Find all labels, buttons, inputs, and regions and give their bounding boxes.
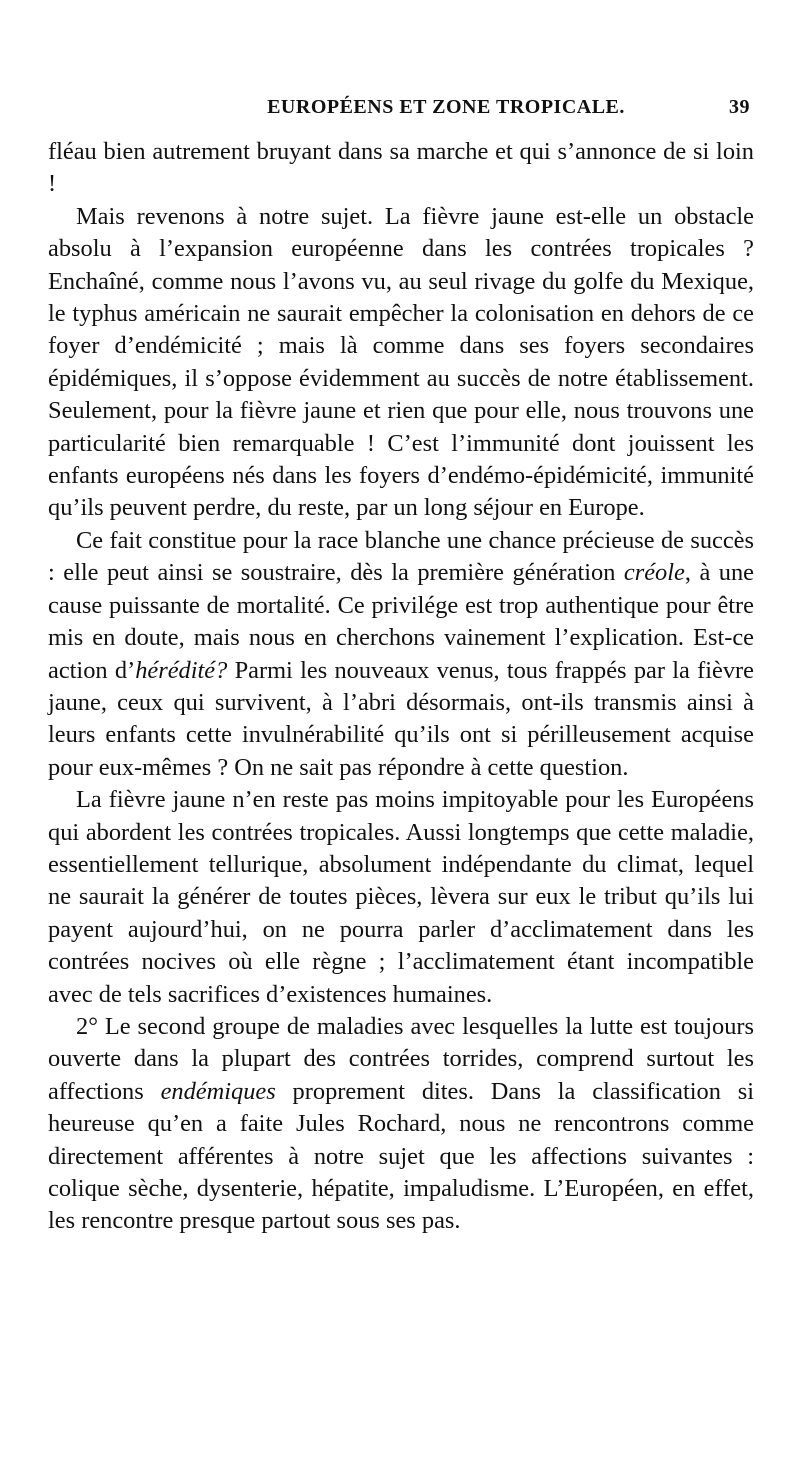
paragraph-text: fléau bien autrement bruyant dans sa marche et qui s’annonce de si loin ! — [48, 138, 754, 198]
running-title: EUROPÉENS ET ZONE TROPICALE. — [267, 96, 625, 118]
italic-term-endemiques: endémiques — [160, 1077, 276, 1105]
italic-term-heredite: hérédité? — [135, 656, 228, 684]
paragraph-creole-immunity — [48, 525, 754, 784]
body-text — [48, 136, 754, 1238]
paragraph-text: Ce fait constitue pour la race blanche une chance précieuse de succès : elle peut ainsi se soustraire, dès la première génération — [48, 526, 754, 587]
paragraph-text: Mais revenons à notre sujet. La fièvre jaune est-elle un obstacle absolu à l’expansion européenne dans les contrées tropicales ? Enchaîné, comme nous l’avons vu, au seul rivage du golfe du Mexique, le typhus américain ne saurait empêcher la colonisation en dehors de ce foyer d’endémicité ; mais là comme dans ses foyers secondaires épidémiques, il s’oppose évidemment au succès de notre établissement. Seulement, pour la fièvre jaune et rien que pour elle, nous trouvons une particularité bien remarquable ! C’est l’immunité dont jouissent les enfants européens nés dans les foyers d’endémo-épidémicité, immunité qu’ils peuvent perdre, du reste, par un long séjour en Europe. — [48, 202, 754, 522]
paragraph-text: La fièvre jaune n’en reste pas moins impitoyable pour les Européens qui abordent les contrées tropicales. Aussi longtemps que cette maladie, essentiellement tellurique, absolument indépendante du climat, lequel ne saurait la générer de toutes pièces, lèvera sur eux le tribut qu’ils lui payent aujourd’hui, on ne pourra parler d’acclimatement dans les contrées nocives où elle règne ; l’acclimatement étant incompatible avec de tels sacrifices d’existences humaines. — [48, 786, 754, 1008]
paragraph-text: , à une cause puissante de mortalité. Ce privilége est trop authentique pour être mis en doute, mais nous en cherchons vainement l’explication. Est-ce action d’ — [48, 559, 754, 684]
book-page — [48, 96, 754, 1238]
italic-term-creole: créole — [623, 559, 685, 587]
paragraph-text: proprement dites. Dans la classification si heureuse qu’en a faite Jules Rochard, nous ne rencontrons comme directement afférentes à notre sujet que les affections suivantes : colique sèche, dysenterie, hépatite, impaludisme. L’Européen, en effet, les rencontre presque partout sous ses pas. — [48, 1077, 754, 1235]
running-head — [48, 96, 754, 136]
paragraph-continuation — [48, 136, 754, 201]
paragraph-text: Parmi les nouveaux venus, tous frappés par la fièvre jaune, ceux qui survivent, à l’abri désormais, ont-ils transmis ainsi à leurs enfants cette invulnérabilité qu’ils ont si périlleusement acquise pour eux-mêmes ? On ne sait pas répondre à cette question. — [48, 656, 754, 781]
paragraph-yellow-fever-obstacle — [48, 201, 754, 525]
page-number: 39 — [729, 96, 750, 118]
paragraph-text: 2° Le second groupe de maladies avec lesquelles la lutte est toujours ouverte dans la plupart des contrées torrides, comprend surtout les affections — [48, 1012, 754, 1105]
paragraph-acclimatement — [48, 784, 754, 1011]
paragraph-endemic-diseases — [48, 1011, 754, 1238]
